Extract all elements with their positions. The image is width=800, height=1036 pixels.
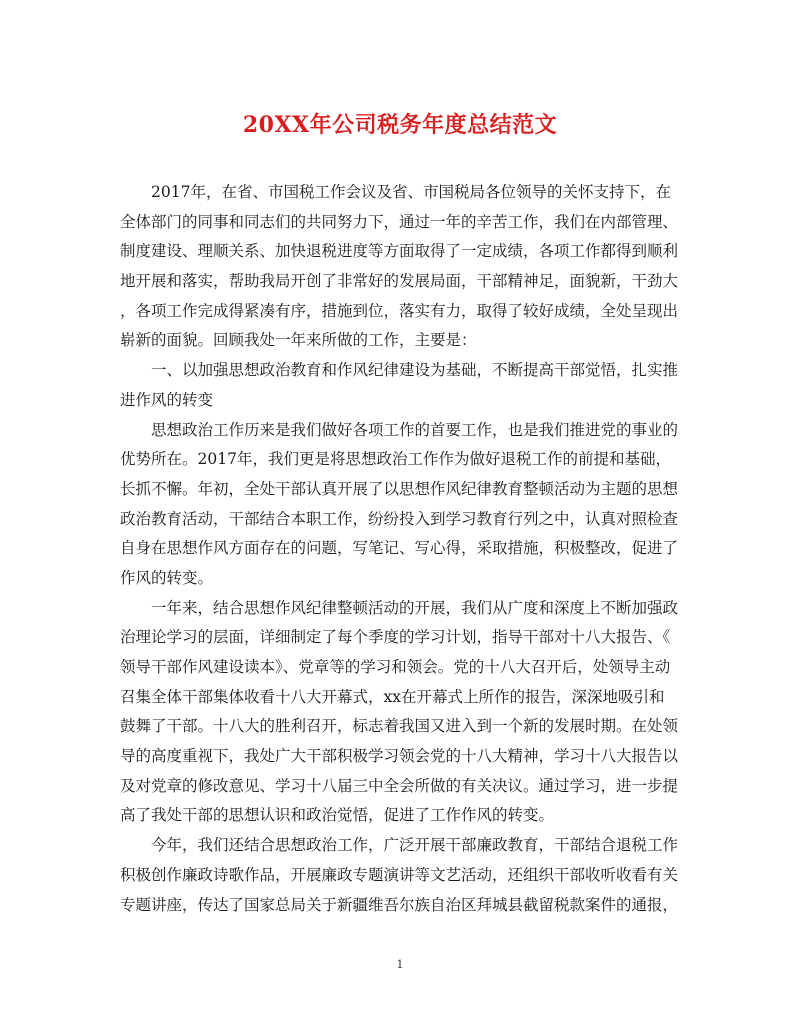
body-line: 今年，我们还结合思想政治工作，广泛开展干部廉政教育，干部结合退税工作 — [120, 836, 679, 855]
body-line: 地开展和落实，帮助我局开创了非常好的发展局面，干部精神足，面貌新，干劲大 — [120, 272, 679, 291]
body-line: 一年来，结合思想作风纪律整顿活动的开展，我们从广度和深度上不断加强政 — [120, 598, 679, 617]
body-line: 治理论学习的层面，详细制定了每个季度的学习计划，指导干部对十八大报告、《 — [120, 628, 671, 647]
body-line: 崭新的面貌。回顾我处一年来所做的工作，主要是： — [120, 331, 477, 350]
body-line: 导的高度重视下，我处广大干部积极学习领会党的十八大精神，学习十八大报告以 — [120, 747, 679, 766]
body-line: 高了我处干部的思想认识和政治觉悟，促进了工作作风的转变。 — [120, 806, 555, 825]
body-line: 作风的转变。 — [120, 568, 214, 587]
body-line: 领导干部作风建设读本》、党章等的学习和领会。党的十八大召开后，处领导主动 — [120, 658, 671, 676]
body-line: 进作风的转变 — [120, 390, 214, 409]
body-line: 自身在思想作风方面存在的问题，写笔记、写心得，采取措施，积极整改，促进了 — [120, 539, 679, 558]
document-body — [120, 178, 688, 920]
body-line: 专题讲座，传达了国家总局关于新疆维吾尔族自治区拜城县截留税款案件的通报， — [120, 895, 679, 914]
body-line: 长抓不懈。年初，全处干部认真开展了以思想作风纪律教育整顿活动为主题的思想 — [120, 479, 679, 498]
body-line: 优势所在。2017年，我们更是将思想政治工作作为做好退税工作的前提和基础， — [120, 450, 671, 469]
body-line: 思想政治工作历来是我们做好各项工作的首要工作，也是我们推进党的事业的 — [120, 420, 679, 439]
body-line: 2017年，在省、市国税工作会议及省、市国税局各位领导的关怀支持下，在 — [120, 183, 671, 201]
body-line: ，各项工作完成得紧凑有序，措施到位，落实有力，取得了较好成绩，全处呈现出 — [120, 301, 679, 320]
body-line: 积极创作廉政诗歌作品，开展廉政专题演讲等文艺活动，还组织干部收听收看有关 — [120, 865, 679, 884]
body-line: 召集全体干部集体收看十八大开幕式，xx在开幕式上所作的报告，深深地吸引和 — [120, 687, 665, 706]
body-line: 政治教育活动，干部结合本职工作，纷纷投入到学习教育行列之中，认真对照检查 — [120, 509, 679, 528]
body-line: 鼓舞了干部。十八大的胜利召开，标志着我国又进入到一个新的发展时期。在处领 — [120, 717, 679, 736]
body-line: 及对党章的修改意见、学习十八届三中全会所做的有关决议。通过学习，进一步提 — [120, 776, 679, 795]
document-title: 20XX年公司税务年度总结范文 — [242, 112, 558, 138]
body-line: 全体部门的同事和同志们的共同努力下，通过一年的辛苦工作，我们在内部管理、 — [120, 212, 679, 231]
body-line: 一、以加强思想政治教育和作风纪律建设为基础，不断提高干部觉悟，扎实推 — [120, 361, 679, 380]
page-number: 1 — [396, 958, 404, 971]
body-line: 制度建设、理顺关系、加快退税进度等方面取得了一定成绩，各项工作都得到顺利 — [120, 242, 679, 261]
